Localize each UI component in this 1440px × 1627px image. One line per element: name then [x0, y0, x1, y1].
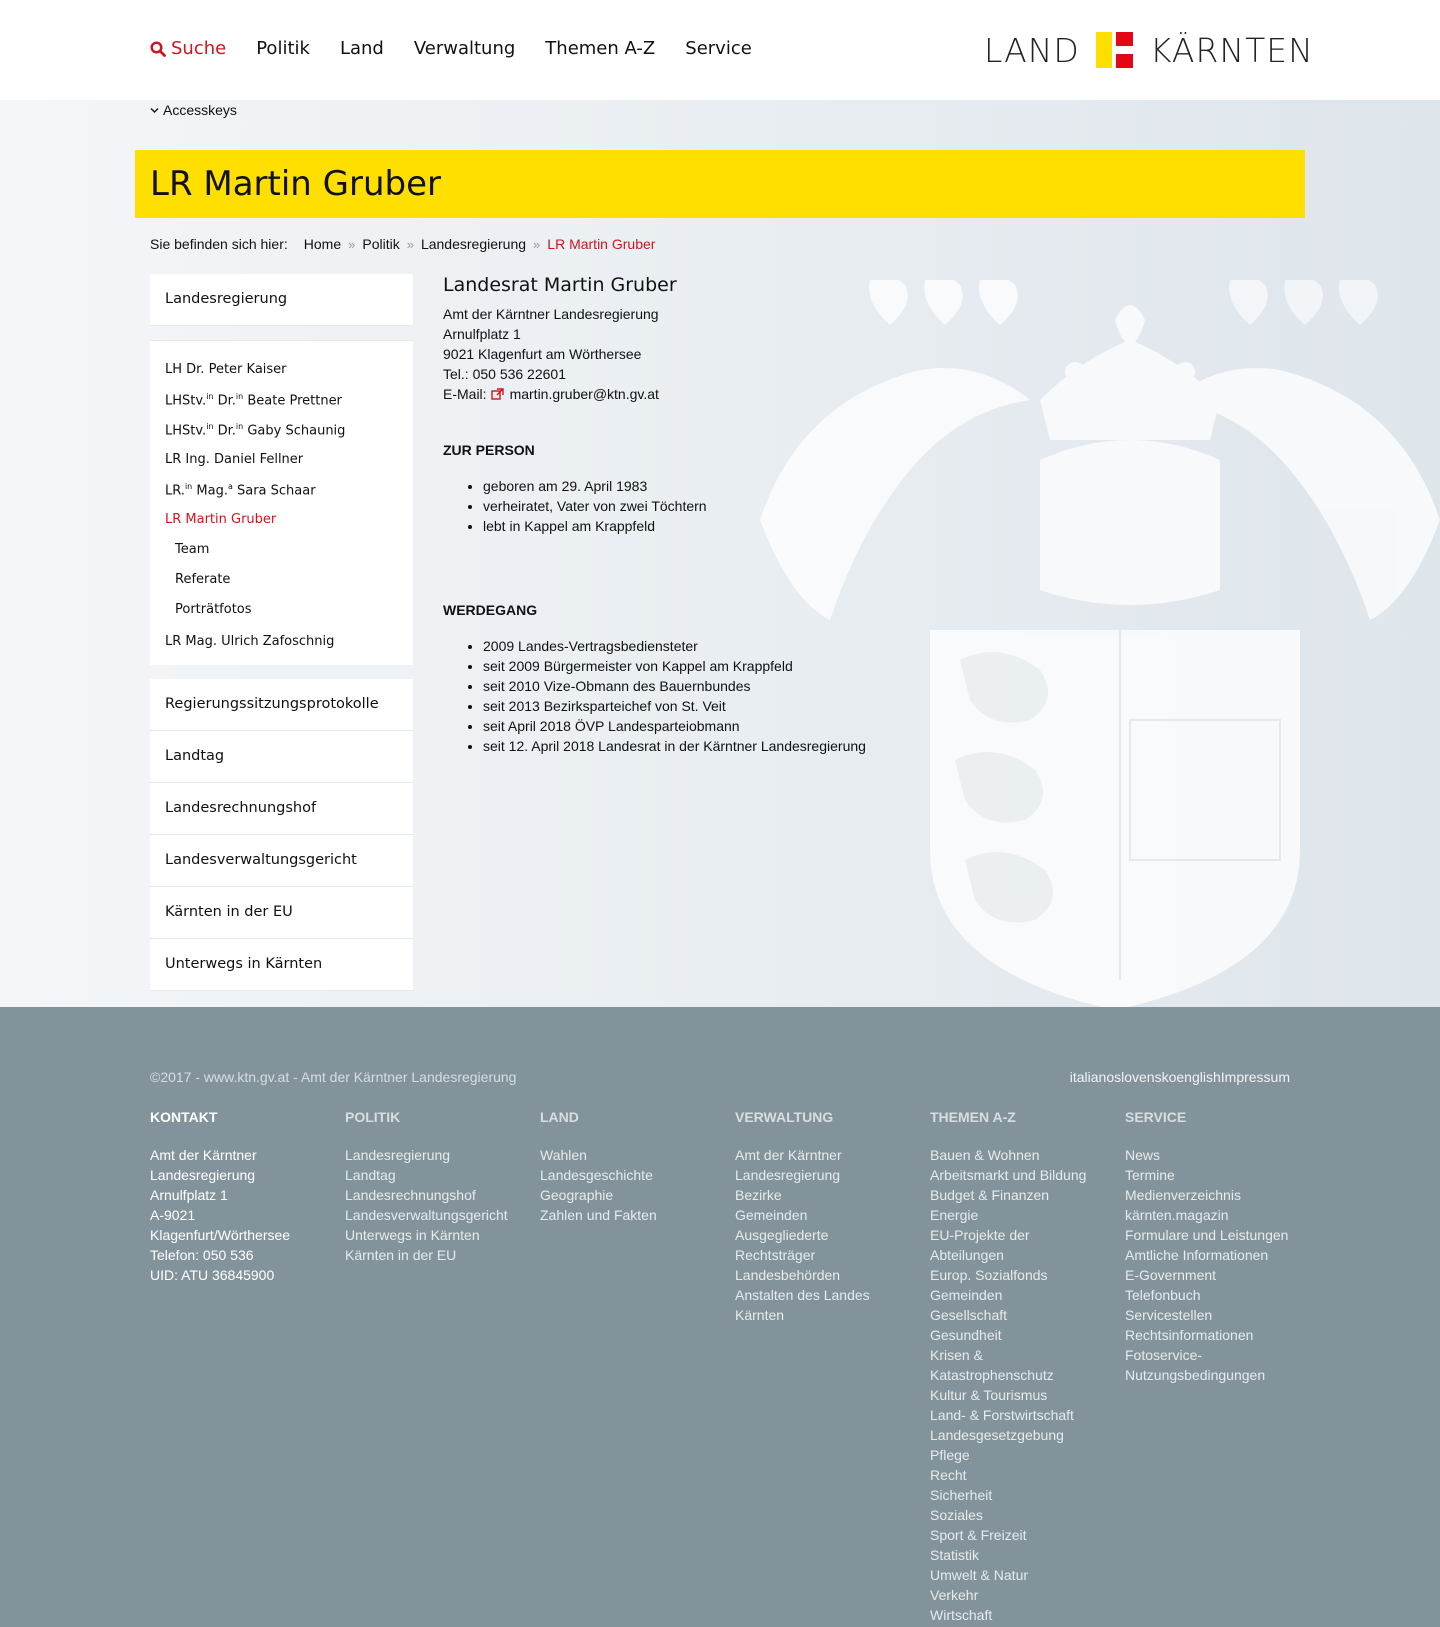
contact-address — [443, 304, 943, 404]
address-phone: Tel.: 050 536 22601 — [443, 366, 566, 382]
carinthia-flag-icon — [1096, 32, 1134, 68]
footer-link[interactable]: E-Government — [1125, 1267, 1217, 1283]
sidebar-item-fellner[interactable]: LR Ing. Daniel Fellner — [165, 452, 304, 467]
footer-link[interactable]: Budget & Finanzen — [930, 1187, 1050, 1203]
chevron-down-icon — [150, 106, 159, 115]
page-title-bar — [135, 150, 1305, 218]
name-text: Gaby Schaunig — [243, 423, 346, 439]
list-item: • seit April 2018 ÖVP Landesparteiobmann — [483, 716, 943, 736]
footer-link[interactable]: Gesundheit — [930, 1327, 1002, 1343]
footer-link[interactable]: Krisen & — [930, 1347, 983, 1363]
nav-verwaltung[interactable]: Verwaltung — [413, 38, 516, 59]
content-heading: Landesrat Martin Gruber — [443, 274, 677, 296]
sidebar-item-kaiser[interactable]: LH Dr. Peter Kaiser — [165, 362, 287, 377]
nav-service[interactable]: Service — [685, 38, 752, 59]
footer-column-heading: LAND — [540, 1109, 579, 1125]
list-item: • seit 12. April 2018 Landesrat in der Kärntner Landesregierung — [483, 736, 943, 756]
footer-link[interactable]: Landesregierung — [735, 1167, 841, 1183]
title-sup: in — [184, 482, 193, 491]
email-link[interactable]: martin.gruber@ktn.gv.at — [509, 386, 659, 402]
breadcrumb-politik[interactable]: Politik — [362, 236, 400, 252]
footer-link[interactable]: Sicherheit — [930, 1487, 993, 1503]
sidebar-item-unterwegs[interactable]: Unterwegs in Kärnten — [150, 939, 413, 991]
list-item: • seit 2010 Vize-Obmann des Bauernbundes — [483, 676, 943, 696]
footer-col-kontakt — [150, 1109, 340, 1285]
main-content — [443, 274, 943, 756]
sidebar-item-gruber[interactable]: LR Martin Gruber — [165, 512, 277, 527]
footer-contact-line: A-9021 — [150, 1207, 196, 1223]
footer-link[interactable]: Gesellschaft — [930, 1307, 1008, 1323]
breadcrumb-home[interactable]: Home — [303, 236, 342, 252]
list-item: • 2009 Landes-Vertragsbediensteter — [483, 636, 943, 656]
footer-link[interactable]: Landtag — [345, 1167, 396, 1183]
address-line: 9021 Klagenfurt am Wörthersee — [443, 346, 642, 362]
sidebar-item-schaar[interactable] — [150, 475, 413, 505]
logo-text-kaernten: KÄRNTEN — [1149, 30, 1314, 70]
footer-link[interactable]: Amt der Kärntner — [735, 1147, 842, 1163]
main-nav — [150, 38, 782, 59]
footer-link[interactable]: Landesrechnungshof — [345, 1187, 476, 1203]
footer-col-politik — [345, 1109, 535, 1265]
footer-column-heading: VERWALTUNG — [735, 1109, 834, 1125]
title-sup: in — [206, 392, 214, 401]
lang-english[interactable]: english — [1176, 1069, 1221, 1085]
footer-link[interactable]: EU-Projekte der — [930, 1227, 1030, 1243]
footer-link[interactable]: Landesregierung — [345, 1147, 451, 1163]
footer-link[interactable]: Landesbehörden — [735, 1267, 841, 1283]
breadcrumb — [150, 236, 655, 252]
footer-link[interactable]: Wahlen — [540, 1147, 587, 1163]
footer-link[interactable]: Sport & Freizeit — [930, 1527, 1027, 1543]
email-label: E-Mail: — [443, 386, 487, 402]
footer-link[interactable]: Medienverzeichnis — [1125, 1187, 1241, 1203]
footer-link[interactable]: Soziales — [930, 1507, 983, 1523]
title-text: Mag. — [192, 483, 228, 499]
footer-link[interactable]: Katastrophenschutz — [930, 1367, 1054, 1383]
site-logo[interactable] — [984, 30, 1314, 70]
footer-link[interactable]: Gemeinden — [735, 1207, 808, 1223]
title-sup: in — [206, 422, 214, 431]
lang-slovensko[interactable]: slovensko — [1114, 1069, 1177, 1085]
breadcrumb-landesregierung[interactable]: Landesregierung — [420, 236, 527, 252]
footer-link[interactable]: Zahlen und Fakten — [540, 1207, 657, 1223]
footer-copyright: ©2017 - www.ktn.gv.at - Amt der Kärntner Landesregierung — [150, 1069, 517, 1085]
footer-link[interactable]: Unterwegs in Kärnten — [345, 1227, 480, 1243]
main-area — [0, 100, 1440, 1007]
footer-contact-line: Klagenfurt/Wörthersee — [150, 1227, 291, 1243]
footer-link[interactable]: Termine — [1125, 1167, 1175, 1183]
sidebar-item-landesregierung[interactable]: Landesregierung — [150, 274, 413, 326]
address-line: Arnulfplatz 1 — [443, 326, 521, 342]
title-text: Dr. — [213, 393, 236, 409]
footer-contact-line: UID: ATU 36845900 — [150, 1267, 275, 1283]
footer-impressum[interactable]: Impressum — [1220, 1069, 1290, 1085]
address-email-row — [443, 384, 943, 404]
title-text: LHStv. — [165, 393, 207, 409]
footer-link[interactable]: Formulare und Leistungen — [1125, 1227, 1289, 1243]
sidebar-item-landesverwaltungsgericht[interactable]: Landesverwaltungsgericht — [150, 835, 413, 887]
footer-col-land — [540, 1109, 730, 1225]
person-list — [483, 476, 943, 536]
name-text: Sara Schaar — [232, 483, 316, 499]
accesskeys-label: Accesskeys — [163, 102, 237, 118]
footer-link[interactable]: News — [1125, 1147, 1161, 1163]
footer-link[interactable]: Kärnten — [735, 1307, 785, 1323]
footer-col-verwaltung — [735, 1109, 925, 1325]
footer-link[interactable]: Geographie — [540, 1187, 614, 1203]
footer-link[interactable]: Anstalten des Landes — [735, 1287, 870, 1303]
footer-contact-line: Telefon: 050 536 — [150, 1247, 254, 1263]
nav-themen-a-z[interactable]: Themen A-Z — [545, 38, 656, 59]
title-sup: in — [235, 392, 244, 401]
page-title: LR Martin Gruber — [150, 164, 442, 204]
footer-link[interactable]: Abteilungen — [930, 1247, 1004, 1263]
footer-contact-line: Landesregierung — [150, 1167, 256, 1183]
sidebar-item-prettner[interactable] — [150, 385, 413, 415]
nav-politik[interactable]: Politik — [256, 38, 310, 59]
search-icon — [150, 41, 166, 57]
title-sup: in — [235, 422, 244, 431]
title-text: Dr. — [213, 423, 236, 439]
list-item: • seit 2009 Bürgermeister von Kappel am Krappfeld — [483, 656, 943, 676]
footer-column-heading: POLITIK — [345, 1109, 401, 1125]
title-text: LHStv. — [165, 423, 207, 439]
footer-link[interactable]: Ausgegliederte — [735, 1227, 829, 1243]
nav-land[interactable]: Land — [339, 38, 384, 59]
footer-link[interactable]: Amtliche Informationen — [1125, 1247, 1269, 1263]
footer-link[interactable]: Bauen & Wohnen — [930, 1147, 1040, 1163]
footer-link[interactable]: Umwelt & Natur — [930, 1567, 1029, 1583]
footer-link[interactable]: Telefonbuch — [1125, 1287, 1201, 1303]
section-heading-werdegang: WERDEGANG — [443, 602, 538, 618]
list-item: • geboren am 29. April 1983 — [483, 476, 943, 496]
accesskeys-toggle[interactable] — [150, 102, 237, 118]
footer-link[interactable]: Rechtsinformationen — [1125, 1327, 1254, 1343]
footer-link[interactable]: Verkehr — [930, 1587, 979, 1603]
nav-search[interactable] — [150, 38, 226, 59]
footer-link[interactable]: Landesgeschichte — [540, 1167, 653, 1183]
sidebar-item-schaunig[interactable] — [150, 415, 413, 445]
logo-text-land: LAND — [984, 30, 1080, 70]
sidebar-item-protokolle[interactable]: Regierungssitzungsprotokolle — [150, 679, 413, 731]
footer-column-heading: KONTAKT — [150, 1109, 218, 1125]
footer-link[interactable]: Fotoservice- — [1125, 1347, 1203, 1363]
footer-link[interactable]: Rechtsträger — [735, 1247, 816, 1263]
breadcrumb-separator-icon: » — [406, 236, 414, 252]
sidebar-submenu — [150, 340, 413, 665]
footer-link[interactable]: Servicestellen — [1125, 1307, 1213, 1323]
list-item: • seit 2013 Bezirksparteichef von St. Veit — [483, 696, 943, 716]
footer-link[interactable]: Wirtschaft — [930, 1607, 993, 1623]
breadcrumb-separator-icon: » — [533, 236, 541, 252]
footer-link[interactable]: Arbeitsmarkt und Bildung — [930, 1167, 1087, 1183]
footer-contact-line: Amt der Kärntner — [150, 1147, 257, 1163]
sidebar-item-team[interactable]: Team — [175, 542, 210, 557]
footer-column-heading: SERVICE — [1125, 1109, 1187, 1125]
sidebar-item-landtag[interactable]: Landtag — [150, 731, 413, 783]
footer-language-links — [1070, 1069, 1290, 1085]
sidebar-item-kaernten-eu[interactable]: Kärnten in der EU — [150, 887, 413, 939]
footer-col-themen — [930, 1109, 1120, 1625]
breadcrumb-label: Sie befinden sich hier: — [150, 236, 288, 252]
footer-link[interactable]: Energie — [930, 1207, 979, 1223]
footer-link[interactable]: Nutzungsbedingungen — [1125, 1367, 1266, 1383]
title-sup: a — [227, 482, 233, 491]
sidebar-item-referate[interactable]: Referate — [175, 572, 231, 587]
sidebar-item-landesrechnungshof[interactable]: Landesrechnungshof — [150, 783, 413, 835]
footer-link[interactable]: Pflege — [930, 1447, 970, 1463]
footer-link[interactable]: Land- & Forstwirtschaft — [930, 1407, 1074, 1423]
sidebar-item-zafoschnig[interactable]: LR Mag. Ulrich Zafoschnig — [165, 634, 335, 649]
footer-link[interactable]: Statistik — [930, 1547, 980, 1563]
breadcrumb-separator-icon: » — [348, 236, 356, 252]
footer-link[interactable]: Kultur & Tourismus — [930, 1387, 1048, 1403]
footer-link[interactable]: Recht — [930, 1467, 967, 1483]
footer-link[interactable]: Kärnten in der EU — [345, 1247, 457, 1263]
footer-link[interactable]: Gemeinden — [930, 1287, 1003, 1303]
footer-link[interactable]: Landesgesetzgebung — [930, 1427, 1064, 1443]
footer-link[interactable]: Landesverwaltungsgericht — [345, 1207, 508, 1223]
name-text: Beate Prettner — [243, 393, 342, 409]
sidebar-item-portraetfotos[interactable]: Porträtfotos — [175, 602, 252, 617]
sidebar — [150, 274, 413, 991]
footer-col-service — [1125, 1109, 1315, 1385]
site-header — [0, 0, 1440, 100]
list-item: • verheiratet, Vater von zwei Töchtern — [483, 496, 943, 516]
title-text: LR. — [165, 483, 185, 499]
external-link-icon — [491, 388, 504, 401]
section-heading-person: ZUR PERSON — [443, 442, 535, 458]
footer-link[interactable]: kärnten.magazin — [1125, 1207, 1229, 1223]
address-line: Amt der Kärntner Landesregierung — [443, 306, 659, 322]
footer-link[interactable]: Europ. Sozialfonds — [930, 1267, 1048, 1283]
footer-contact-line: Arnulfplatz 1 — [150, 1187, 228, 1203]
footer-column-heading: THEMEN A-Z — [930, 1109, 1016, 1125]
list-item: • lebt in Kappel am Krappfeld — [483, 516, 943, 536]
breadcrumb-current: LR Martin Gruber — [547, 236, 656, 252]
lang-italiano[interactable]: italiano — [1069, 1069, 1115, 1085]
site-footer — [0, 1007, 1440, 1627]
footer-link[interactable]: Bezirke — [735, 1187, 782, 1203]
nav-search-label: Suche — [171, 38, 227, 59]
career-list — [483, 636, 943, 756]
